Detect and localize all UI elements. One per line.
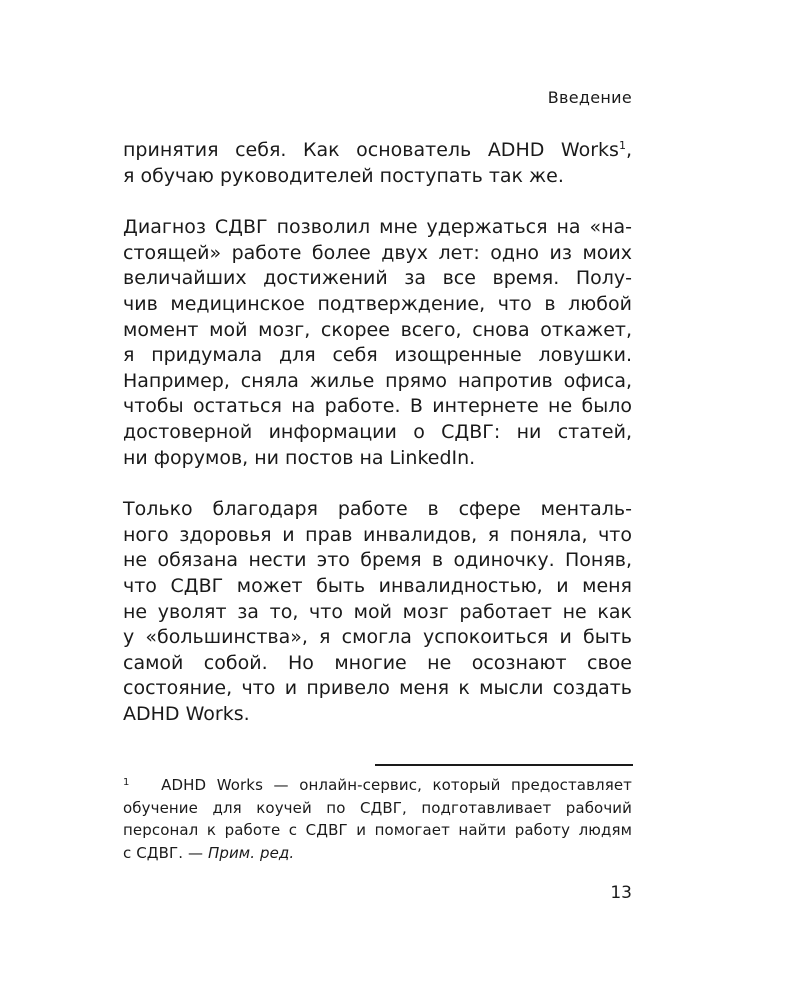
text-line: не уволят за то, что мой мозг работает не как — [123, 600, 632, 623]
footnote-divider — [375, 764, 633, 766]
running-head: Введение — [547, 88, 632, 107]
text-line: Только благодаря работе в сфере менталь- — [123, 498, 632, 521]
text-line: Например, сняла жилье прямо напротив офиса, — [123, 369, 632, 392]
text-line: Диагноз СДВГ позволил мне удержаться на «на- — [123, 216, 632, 239]
text-line: что СДВГ может быть инвалидностью, и меня — [123, 574, 632, 597]
text-line: принятия себя. Как основатель ADHD Works$^1$, — [123, 139, 632, 161]
paragraph-3 — [123, 497, 632, 727]
text-line: не обязана нести это бремя в одиночку. Поняв, — [123, 549, 632, 572]
text-line: чив медицинское подтверждение, что в любой — [123, 292, 632, 315]
paragraph-1 — [123, 138, 632, 189]
text-line: ADHD Works. — [123, 702, 250, 725]
footnote — [123, 774, 632, 864]
text-line: чтобы остаться на работе. В интернете не было — [123, 395, 632, 418]
text-line: у «большинства», я смогла успокоиться и быть — [123, 626, 632, 649]
page-number: 13 — [610, 883, 632, 903]
footnote-line: с СДВГ. — Прим. ред. — [123, 843, 295, 862]
footnote-line: $^1$ ADHD Works — онлайн-сервис, который предоставляет — [123, 776, 633, 794]
paragraph-2 — [123, 215, 632, 471]
text-line: я обучаю руководителей поступать так же. — [123, 164, 564, 187]
text-line: достоверной информации о СДВГ: ни статей, — [123, 420, 632, 443]
footnote-line: персонал к работе с СДВГ и помогает найти работу людям — [123, 821, 632, 839]
editor-note-label: Прим. ред. — [207, 843, 295, 862]
footnote-marker: 1 — [123, 777, 130, 788]
text-line: момент мой мозг, скорее всего, снова откажет, — [123, 318, 632, 341]
footnote-line: обучение для коучей по СДВГ, подготавливает рабочий — [123, 798, 632, 817]
text-line: я придумала для себя изощренные ловушки. — [123, 344, 632, 367]
text-line: состояние, что и привело меня к мысли создать — [123, 677, 632, 700]
text-line: ного здоровья и прав инвалидов, я поняла, что — [123, 523, 632, 546]
text-line: самой собой. Но многие не осознают свое — [123, 651, 632, 674]
footnote-reference[interactable]: 1 — [618, 139, 626, 152]
text-line: стоящей» работе более двух лет: одно из моих — [123, 241, 632, 264]
text-line: величайших достижений за все время. Полу- — [123, 267, 632, 290]
body-text — [123, 138, 632, 727]
text-line: ни форумов, ни постов на LinkedIn. — [123, 446, 476, 469]
